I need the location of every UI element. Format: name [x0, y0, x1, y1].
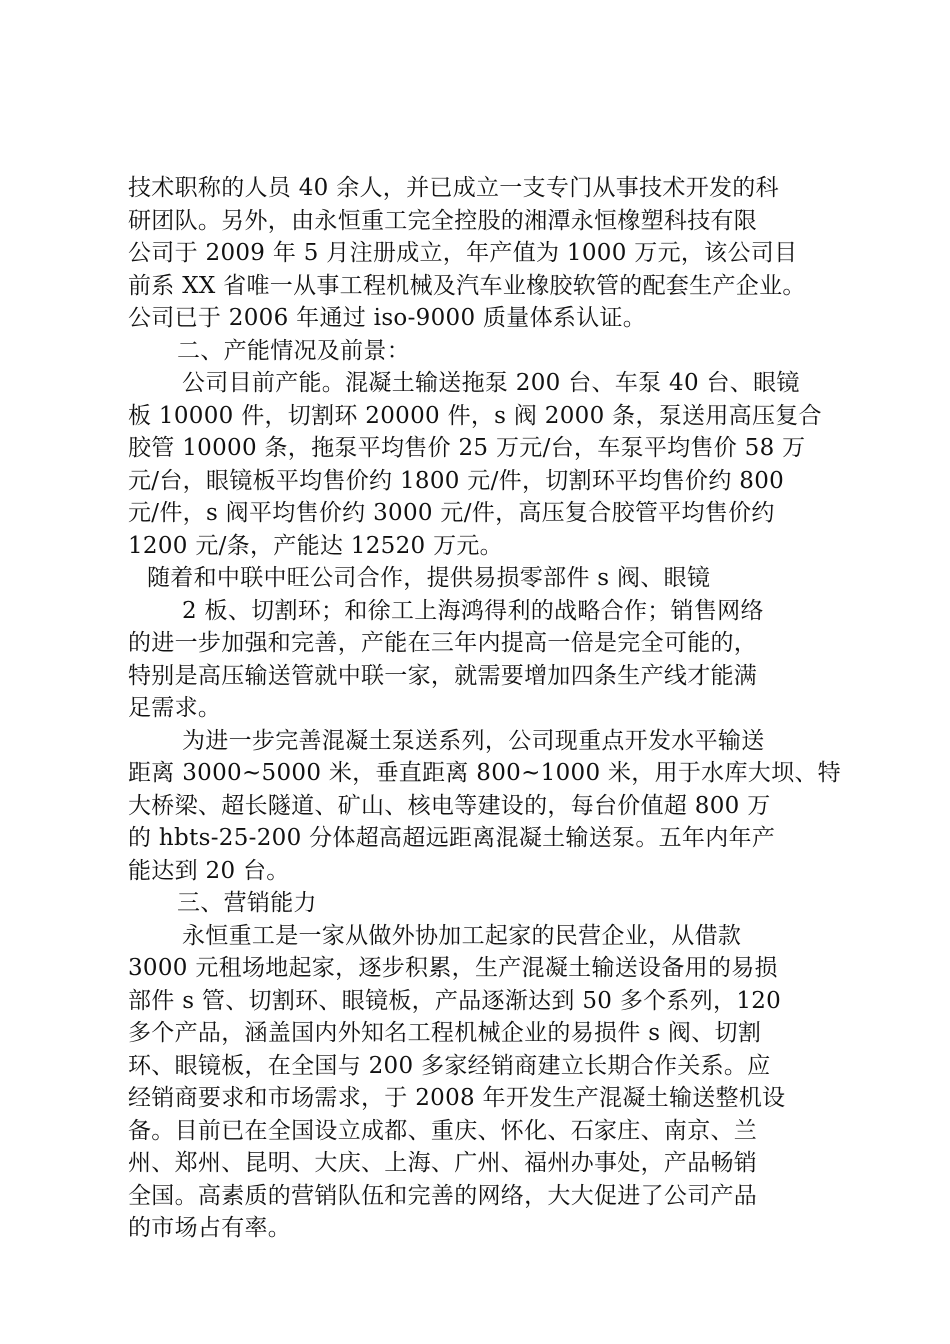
text-line: 足需求。 — [128, 695, 222, 721]
text-line: 元/台，眼镜板平均售价约 1800 元/件，切割环平均售价约 800 — [128, 467, 785, 494]
text-line: 公司已于 2006 年通过 iso-9000 质量体系认证。 — [128, 305, 647, 331]
text-line: 州、郑州、昆明、大庆、上海、广州、福州办事处，产品畅销 — [128, 1150, 758, 1176]
text-line: 公司目前产能。混凝土输送拖泵 200 台、车泵 40 台、眼镜 — [182, 370, 800, 396]
text-line: 部件 s 管、切割环、眼镜板，产品逐渐达到 50 多个系列，120 — [128, 987, 782, 1014]
text-line: 板 10000 件，切割环 20000 件，s 阀 2000 条，泵送用高压复合 — [128, 402, 822, 429]
section-heading: 二、产能情况及前景： — [177, 337, 410, 364]
text-line: 公司于 2009 年 5 月注册成立，年产值为 1000 万元，该公司目 — [128, 240, 798, 266]
text-line: 经销商要求和市场需求，于 2008 年开发生产混凝土输送整机设 — [128, 1085, 786, 1111]
text-line: 大桥梁、超长隧道、矿山、核电等建设的，每台价值超 800 万 — [128, 792, 771, 819]
text-line: 2 板、切割环；和徐工上海鸿得利的战略合作；销售网络 — [182, 597, 764, 624]
text-line: 为进一步完善混凝土泵送系列，公司现重点开发水平输送 — [182, 727, 765, 754]
text-line: 环、眼镜板，在全国与 200 多家经销商建立长期合作关系。应 — [128, 1052, 771, 1079]
text-line: 技术职称的人员 40 余人，并已成立一支专门从事技术开发的科 — [128, 175, 779, 201]
section-heading: 三、营销能力 — [177, 890, 317, 916]
text-line: 全国。高素质的营销队伍和完善的网络，大大促进了公司产品 — [128, 1182, 758, 1209]
text-line: 永恒重工是一家从做外协加工起家的民营企业，从借款 — [182, 922, 742, 949]
text-line: 多个产品，涵盖国内外知名工程机械企业的易损件 s 阀、切割 — [128, 1020, 762, 1046]
text-line: 1200 元/条，产能达 12520 万元。 — [128, 532, 503, 559]
text-line: 能达到 20 台。 — [128, 857, 290, 884]
text-line: 的 hbts-25-200 分体超高超远距离混凝土输送泵。五年内年产 — [128, 825, 776, 851]
text-line: 距离 3000~5000 米，垂直距离 800~1000 米，用于水库大坝、特 — [128, 760, 841, 786]
document-body — [128, 172, 848, 1245]
text-line: 的进一步加强和完善，产能在三年内提高一倍是完全可能的， — [128, 630, 758, 656]
text-line: 前系 XX 省唯一从事工程机械及汽车业橡胶软管的配套生产企业。 — [128, 272, 806, 299]
text-line: 3000 元租场地起家，逐步积累，生产混凝土输送设备用的易损 — [128, 955, 778, 981]
text-line: 胶管 10000 条，拖泵平均售价 25 万元/台，车泵平均售价 58 万 — [128, 435, 806, 461]
text-line: 的市场占有率。 — [128, 1215, 292, 1241]
text-line: 特别是高压输送管就中联一家，就需要增加四条生产线才能满 — [128, 662, 758, 689]
text-line: 备。目前已在全国设立成都、重庆、怀化、石家庄、南京、兰 — [128, 1117, 758, 1144]
text-line: 随着和中联中旺公司合作，提供易损零部件 s 阀、眼镜 — [147, 565, 711, 591]
text-line: 研团队。另外，由永恒重工完全控股的湘潭永恒橡塑科技有限 — [128, 207, 758, 234]
text-line: 元/件，s 阀平均售价约 3000 元/件，高压复合胶管平均售价约 — [128, 500, 775, 526]
